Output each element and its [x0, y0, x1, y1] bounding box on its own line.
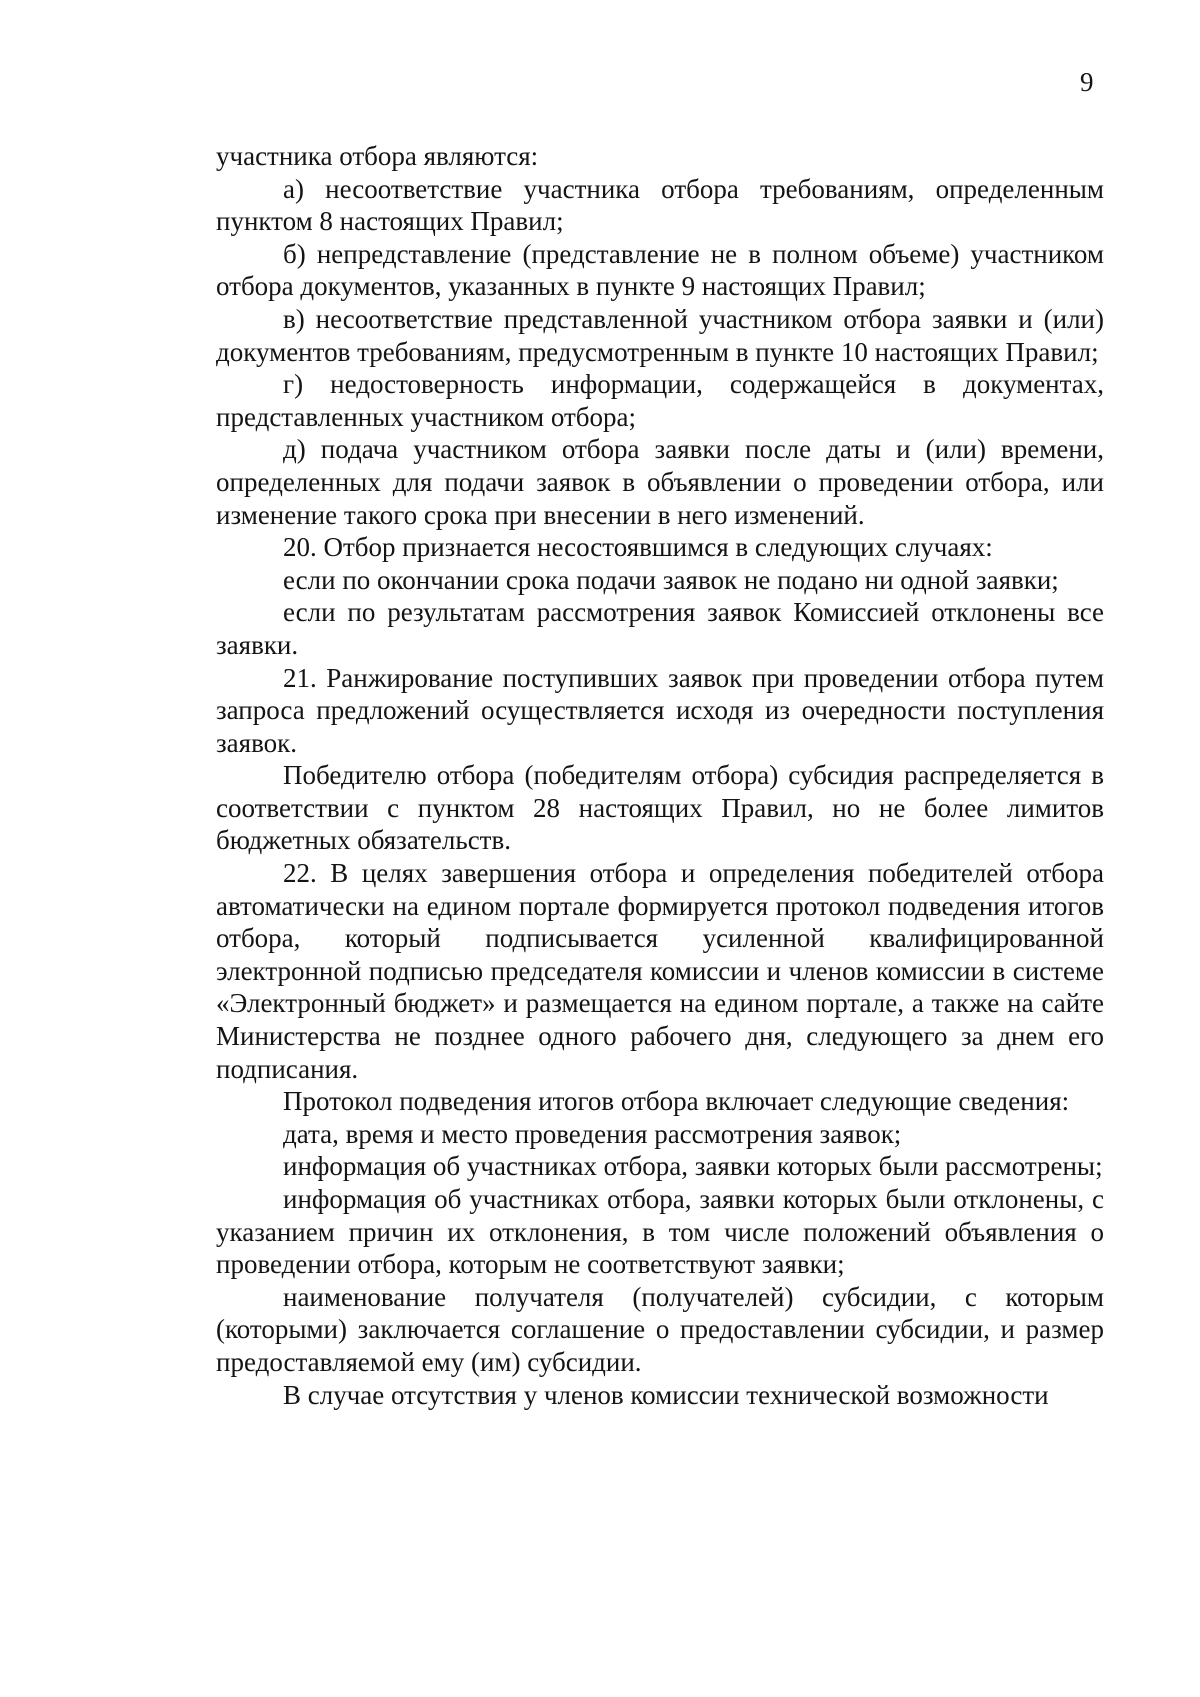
list-item-v: в) несоответствие представленной участником отбора заявки и (или) документов требованиям, предусмотренным в пункте 10 настоящих Правил; — [216, 303, 1104, 367]
list-item-g: г) недостоверность информации, содержащейся в документах, представленных участником отбора; — [216, 369, 1104, 432]
clause-20: 20. Отбор признается несостоявшимся в следующих случаях: — [283, 532, 993, 563]
protocol-item-3: информация об участниках отбора, заявки которых были отклонены, с указанием причин их отклонения, в том числе положений объявления о проведении отбора, которым не соответствуют заявки; — [216, 1184, 1104, 1280]
clause-21: 21. Ранжирование поступивших заявок при проведении отбора путем запроса предложений осуществляется исходя из очередности поступления заявок. — [216, 662, 1104, 758]
protocol-item-1: дата, время и место проведения рассмотрения заявок; — [283, 1118, 902, 1149]
clause-22: 22. В целях завершения отбора и определения победителей отбора автоматически на едином портале формируется протокол подведения итогов отбора, который подписывается усиленной квалифицированной электронной подписью председателя комиссии и членов комиссии в системе «Электронный бюджет» и размещается на едином портале, а также на сайте Министерства не позднее одного рабочего дня, следующего за днем его подписания. — [216, 858, 1104, 1084]
document-body — [216, 140, 1104, 1411]
list-item-b: б) непредставление (представление не в полном объеме) участником отбора документов, указанных в пункте 9 настоящих Правил; — [216, 238, 1104, 302]
clause-20-case-1: если по окончании срока подачи заявок не подано ни одной заявки; — [283, 564, 1059, 595]
protocol-contents-intro: Протокол подведения итогов отбора включает следующие сведения: — [283, 1086, 1070, 1117]
list-item-a: а) несоответствие участника отбора требованиям, определенным пунктом 8 настоящих Правил; — [216, 173, 1104, 237]
clause-21-paragraph-2: Победителю отбора (победителям отбора) субсидия распределяется в соответствии с пунктом 28 настоящих Правил, но не более лимитов бюджетных обязательств. — [216, 760, 1104, 856]
paragraph-continuation: участника отбора являются: — [216, 141, 539, 171]
paragraph-continued-next-page: В случае отсутствия у членов комиссии технической возможности — [283, 1379, 1049, 1410]
protocol-item-4: наименование получателя (получателей) субсидии, с которым (которыми) заключается соглашение о предоставлении субсидии, и размер предоставляемой ему (им) субсидии. — [216, 1281, 1104, 1377]
protocol-item-2: информация об участниках отбора, заявки которых были рассмотрены; — [283, 1151, 1103, 1182]
clause-20-case-2: если по результатам рассмотрения заявок Комиссией отклонены все заявки. — [216, 597, 1104, 660]
page-number: 9 — [1080, 67, 1094, 97]
list-item-d: д) подача участником отбора заявки после даты и (или) времени, определенных для подачи заявок в объявлении о проведении отбора, или изменение такого срока при внесении в него изменений. — [216, 434, 1104, 530]
